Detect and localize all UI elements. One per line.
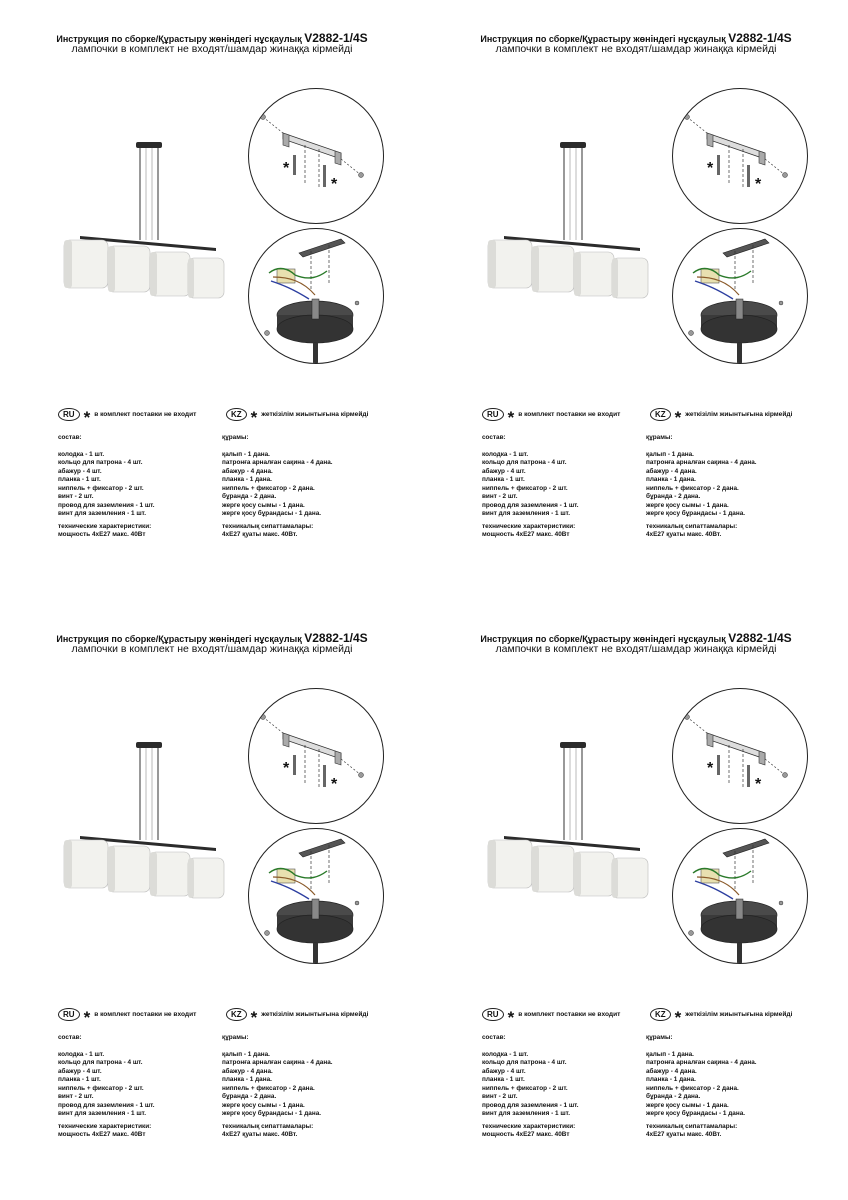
parts-heading: құрамы: [222,1034,249,1041]
parts-heading: құрамы: [646,434,673,441]
wiring-canopy-detail [672,828,808,964]
list-item: қалып - 1 дана. [646,450,694,458]
list-item: винт для заземления - 1 шт. [58,1110,146,1117]
list-item: провод для заземления - 1 шт. [482,1101,579,1109]
legend-kz-text: жеткізілім жиынтығына кірмейді [685,1010,793,1018]
parts-list-kz [222,434,333,540]
parts-list-ru [482,1034,579,1140]
legend-kz-text: жеткізілім жиынтығына кірмейді [685,410,793,418]
asterisk-icon: * [283,160,290,177]
list-item: провод для заземления - 1 шт. [58,501,155,509]
legend-ru [58,405,197,427]
tech-heading: технические характеристики: [482,1122,576,1130]
list-item: колодка - 1 шт. [58,1050,105,1058]
sheet-subtitle: лампочки в комплект не входят/шамдар жинаққа кірмейді [495,43,777,55]
legend-ru [58,1005,197,1027]
list-item: абажур - 4 дана. [646,467,697,475]
list-item: ниппель + фиксатор - 2 шт. [482,484,568,492]
instruction-sheet [0,600,424,1200]
asterisk-icon: * [755,176,762,193]
list-item: кольцо для патрона - 4 шт. [58,1059,143,1066]
legend-kz-text: жеткізілім жиынтығына кірмейді [261,410,369,418]
mounting-bracket-detail [672,88,808,224]
sheet-subtitle: лампочки в комплект не входят/шамдар жинаққа кірмейді [71,643,353,655]
list-item: жерге қосу бұрандасы - 1 дана. [222,510,322,517]
list-item: жерге қосу сымы - 1 дана. [646,501,729,509]
list-item: планка - 1 дана. [222,1076,272,1083]
list-item: кольцо для патрона - 4 шт. [482,1059,567,1066]
parts-heading: құрамы: [646,1034,673,1041]
tech-value: мощность 4хE27 макс. 40Вт [482,531,570,538]
asterisk-icon: * [707,160,714,177]
model-number: V2882-1/4S [304,631,368,645]
legend-kz-text: жеткізілім жиынтығына кірмейді [261,1010,369,1018]
list-item: қалып - 1 дана. [222,450,270,458]
legend-ru-text: в комплект поставки не входит [518,1010,621,1018]
lamp-illustration [476,730,656,910]
list-item: абажур - 4 дана. [646,1067,697,1075]
list-item: патронға арналған сақина - 4 дана. [222,459,333,466]
sheet-subtitle: лампочки в комплект не входят/шамдар жинаққа кірмейді [495,643,777,655]
list-item: патронға арналған сақина - 4 дана. [646,459,757,466]
parts-heading: состав: [482,1034,506,1041]
parts-list-ru [58,434,155,540]
list-item: ниппель + фиксатор - 2 шт. [58,484,144,492]
wiring-canopy-detail [248,828,384,964]
list-item: жерге қосу сымы - 1 дана. [222,1101,305,1109]
list-item: патронға арналған сақина - 4 дана. [222,1059,333,1066]
list-item: жерге қосу бұрандасы - 1 дана. [646,510,746,517]
list-item: колодка - 1 шт. [482,1050,529,1058]
tech-value: мощность 4хE27 макс. 40Вт [58,531,146,538]
list-item: патронға арналған сақина - 4 дана. [646,1059,757,1066]
asterisk-icon: * [707,760,714,777]
tech-value: мощность 4хE27 макс. 40Вт [482,1131,570,1138]
parts-list-kz [646,434,757,540]
list-item: ниппель + фиксатор - 2 дана. [222,1084,315,1092]
tech-value: 4хE27 қуаты макс. 40Вт. [646,531,722,538]
title-text: Инструкция по сборке/Құрастыру жөніндегі нұсқаулық [480,634,726,644]
list-item: планка - 1 дана. [646,476,696,483]
parts-list-kz [646,1034,757,1140]
asterisk-icon: * [674,1008,682,1027]
kz-badge: KZ [650,1008,671,1021]
instruction-sheet [0,0,424,600]
tech-heading: технические характеристики: [482,522,576,530]
legend-ru-text: в комплект поставки не входит [518,410,621,418]
wiring-canopy-detail [672,228,808,364]
tech-heading: техникалық сипаттамалары: [222,522,314,530]
list-item: провод для заземления - 1 шт. [482,501,579,509]
list-item: винт - 2 шт. [58,1093,94,1100]
tech-value: мощность 4хE27 макс. 40Вт [58,1131,146,1138]
parts-heading: состав: [58,434,82,441]
tech-heading: технические характеристики: [58,522,152,530]
list-item: планка - 1 шт. [58,1076,101,1083]
list-item: ниппель + фиксатор - 2 дана. [646,1084,739,1092]
legend-ru-text: в комплект поставки не входит [94,410,197,418]
instruction-sheet [424,0,848,600]
list-item: абажур - 4 шт. [482,467,526,475]
list-item: бұрандa - 2 дана. [222,493,277,500]
tech-heading: технические характеристики: [58,1122,152,1130]
parts-heading: құрамы: [222,434,249,441]
model-number: V2882-1/4S [728,631,792,645]
list-item: планка - 1 дана. [646,1076,696,1083]
asterisk-icon: * [331,776,338,793]
model-number: V2882-1/4S [304,31,368,45]
list-item: бұрандa - 2 дана. [646,1093,701,1100]
tech-heading: техникалық сипаттамалары: [646,522,738,530]
tech-heading: техникалық сипаттамалары: [646,1122,738,1130]
list-item: жерге қосу бұрандасы - 1 дана. [222,1110,322,1117]
asterisk-icon: * [507,408,515,427]
asterisk-icon: * [755,776,762,793]
list-item: жерге қосу сымы - 1 дана. [646,1101,729,1109]
ru-badge: RU [482,1008,504,1021]
kz-badge: KZ [650,408,671,421]
list-item: колодка - 1 шт. [58,450,105,458]
legend-kz [226,1005,369,1027]
list-item: винт для заземления - 1 шт. [482,1110,570,1117]
legend-kz [226,405,369,427]
list-item: ниппель + фиксатор - 2 дана. [222,484,315,492]
list-item: кольцо для патрона - 4 шт. [58,459,143,466]
tech-value: 4хE27 қуаты макс. 40Вт. [646,1131,722,1138]
parts-list-ru [482,434,579,540]
list-item: винт - 2 шт. [58,493,94,500]
parts-heading: состав: [482,434,506,441]
list-item: планка - 1 дана. [222,476,272,483]
list-item: кольцо для патрона - 4 шт. [482,459,567,466]
ru-badge: RU [58,408,80,421]
list-item: абажур - 4 дана. [222,467,273,475]
list-item: абажур - 4 дана. [222,1067,273,1075]
model-number: V2882-1/4S [728,31,792,45]
legend-ru [482,405,621,427]
asterisk-icon: * [83,408,91,427]
asterisk-icon: * [83,1008,91,1027]
list-item: винт для заземления - 1 шт. [482,510,570,517]
list-item: жерге қосу сымы - 1 дана. [222,501,305,509]
list-item: абажур - 4 шт. [58,467,102,475]
lamp-illustration [52,730,232,910]
tech-heading: техникалық сипаттамалары: [222,1122,314,1130]
list-item: планка - 1 шт. [482,1076,525,1083]
sheet-subtitle: лампочки в комплект не входят/шамдар жинаққа кірмейді [71,43,353,55]
title-text: Инструкция по сборке/Құрастыру жөніндегі нұсқаулық [56,34,302,44]
ru-badge: RU [482,408,504,421]
list-item: ниппель + фиксатор - 2 шт. [58,1084,144,1092]
wiring-canopy-detail [248,228,384,364]
title-text: Инструкция по сборке/Құрастыру жөніндегі нұсқаулық [480,34,726,44]
mounting-bracket-detail [672,688,808,824]
kz-badge: KZ [226,1008,247,1021]
kz-badge: KZ [226,408,247,421]
list-item: бұрандa - 2 дана. [646,493,701,500]
list-item: қалып - 1 дана. [646,1050,694,1058]
asterisk-icon: * [250,1008,258,1027]
asterisk-icon: * [507,1008,515,1027]
asterisk-icon: * [250,408,258,427]
legend-kz [650,405,793,427]
list-item: жерге қосу бұрандасы - 1 дана. [646,1110,746,1117]
list-item: колодка - 1 шт. [482,450,529,458]
list-item: қалып - 1 дана. [222,1050,270,1058]
list-item: винт - 2 шт. [482,1093,518,1100]
instruction-sheet [424,600,848,1200]
title-text: Инструкция по сборке/Құрастыру жөніндегі нұсқаулық [56,634,302,644]
list-item: винт для заземления - 1 шт. [58,510,146,517]
list-item: винт - 2 шт. [482,493,518,500]
asterisk-icon: * [674,408,682,427]
legend-ru [482,1005,621,1027]
legend-ru-text: в комплект поставки не входит [94,1010,197,1018]
tech-value: 4хE27 қуаты макс. 40Вт. [222,1131,298,1138]
asterisk-icon: * [283,760,290,777]
tech-value: 4хE27 қуаты макс. 40Вт. [222,531,298,538]
list-item: ниппель + фиксатор - 2 шт. [482,1084,568,1092]
lamp-illustration [476,130,656,310]
list-item: планка - 1 шт. [58,476,101,483]
lamp-illustration [52,130,232,310]
list-item: провод для заземления - 1 шт. [58,1101,155,1109]
mounting-bracket-detail [248,88,384,224]
list-item: абажур - 4 шт. [58,1067,102,1075]
mounting-bracket-detail [248,688,384,824]
list-item: абажур - 4 шт. [482,1067,526,1075]
list-item: бұрандa - 2 дана. [222,1093,277,1100]
parts-heading: состав: [58,1034,82,1041]
list-item: ниппель + фиксатор - 2 дана. [646,484,739,492]
legend-kz [650,1005,793,1027]
parts-list-kz [222,1034,333,1140]
list-item: планка - 1 шт. [482,476,525,483]
ru-badge: RU [58,1008,80,1021]
asterisk-icon: * [331,176,338,193]
parts-list-ru [58,1034,155,1140]
